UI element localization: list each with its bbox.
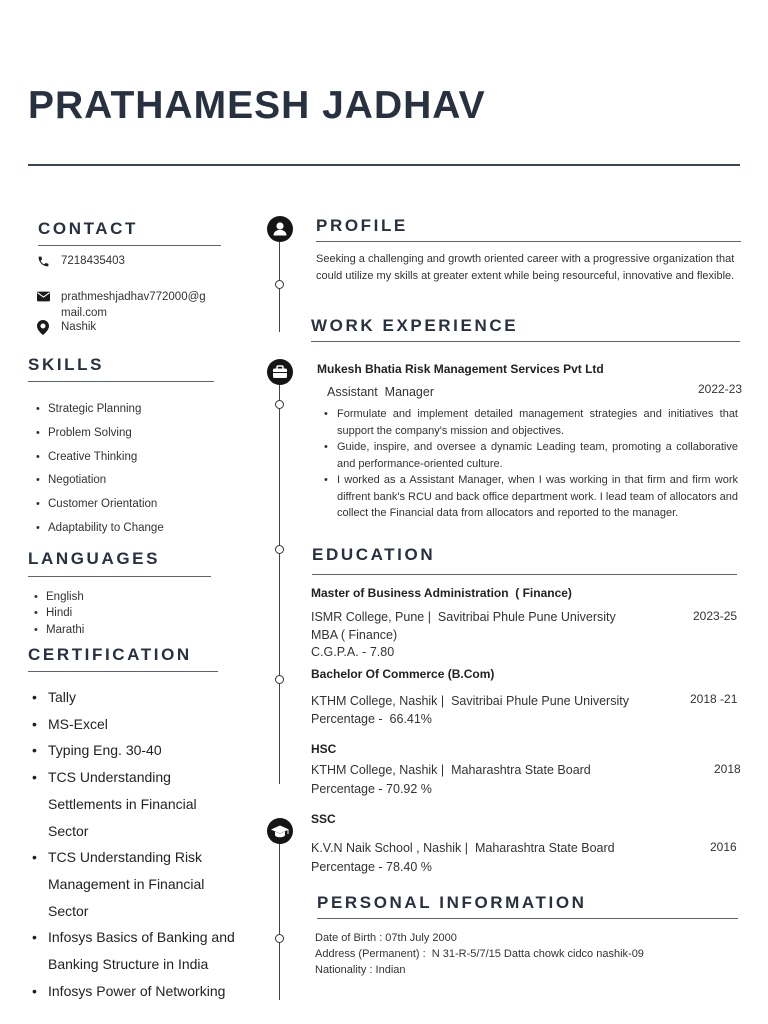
personal-dob: Date of Birth : 07th July 2000 <box>315 932 457 944</box>
location-pin-icon <box>37 320 49 340</box>
education-degree: HSC <box>311 742 337 756</box>
education-detail: Percentage - 78.40 % <box>311 860 432 874</box>
timeline-node <box>275 400 284 409</box>
language-item: • English <box>28 589 84 605</box>
timeline-node <box>275 545 284 554</box>
education-detail: C.G.P.A. - 7.80 <box>311 645 395 659</box>
languages-divider <box>28 576 211 577</box>
education-degree: Master of Business Administration ( Finance) <box>311 586 572 600</box>
work-experience-heading: WORK EXPERIENCE <box>311 316 519 335</box>
timeline-segment <box>279 830 280 1000</box>
resume-name: PRATHAMESH JADHAV <box>28 84 486 127</box>
skill-item: • Strategic Planning <box>30 398 164 422</box>
skills-list <box>30 398 164 541</box>
certification-item: • Infosys Power of Networking <box>28 978 244 1005</box>
company-name: Mukesh Bhatia Risk Management Services Pvt Ltd <box>317 362 604 376</box>
education-detail: Percentage - 66.41% <box>311 712 432 726</box>
timeline-node <box>275 934 284 943</box>
email-line-2: mail.com <box>61 307 108 319</box>
skills-divider <box>28 381 214 382</box>
profile-divider <box>316 241 741 242</box>
job-duty-item: • Formulate and implement detailed management strategies and initiatives that support the company's mission and objectives. <box>322 406 738 439</box>
personal-nationality: Nationality : Indian <box>315 964 406 976</box>
certification-item: • Infosys Basics of Banking and Banking Structure in India <box>28 924 248 977</box>
timeline-node <box>275 675 284 684</box>
job-duty-item: • I worked as a Assistant Manager, when I was working in that firm and firm work diffrent bank's RCU and back office department work. I lead team of allocators and collect the Financial data from allocators and reported to the manager. <box>322 472 738 522</box>
job-duties-list <box>322 406 738 522</box>
profile-user-icon <box>267 216 293 242</box>
education-years: 2016 <box>710 840 737 854</box>
job-duty-item: • Guide, inspire, and oversee a dynamic Leading team, promoting a collaborative and performance-oriented culture. <box>322 439 738 472</box>
skill-item: • Customer Orientation <box>30 493 164 517</box>
certification-heading: CERTIFICATION <box>28 645 192 664</box>
profile-text: Seeking a challenging and growth oriented career with a progressive organization that could utilize my skills at greater extent while being resourceful, innovative and flexible. <box>316 253 735 282</box>
briefcase-icon <box>267 359 293 385</box>
education-detail: MBA ( Finance) <box>311 628 398 642</box>
certification-item: • MS-Excel <box>28 711 244 738</box>
personal-info-heading: PERSONAL INFORMATION <box>317 893 587 912</box>
education-school: KTHM College, Nashik | Savitribai Phule Pune University <box>311 694 629 708</box>
education-degree: SSC <box>311 812 336 826</box>
education-years: 2023-25 <box>693 609 738 623</box>
skills-heading: SKILLS <box>28 355 105 374</box>
timeline-segment <box>279 372 280 552</box>
education-school: K.V.N Naik School , Nashik | Maharashtra State Board <box>311 841 615 855</box>
language-item: • Hindi <box>28 605 84 621</box>
skill-item: • Problem Solving <box>30 422 164 446</box>
education-school: KTHM College, Nashik | Maharashtra State Board <box>311 763 591 777</box>
skill-item: • Adaptability to Change <box>30 517 164 541</box>
skill-item: • Negotiation <box>30 469 164 493</box>
certification-item: • TCS Understanding Risk Management in Financial Sector <box>28 844 233 924</box>
phone-number: 7218435403 <box>61 255 125 267</box>
work-experience-divider <box>311 341 740 342</box>
contact-heading: CONTACT <box>38 219 139 238</box>
language-item: • Marathi <box>28 622 84 638</box>
job-role: Assistant Manager <box>327 385 434 399</box>
skill-item: • Creative Thinking <box>30 446 164 470</box>
header-divider <box>28 164 740 166</box>
certification-item: • Typing Eng. 30-40 <box>28 737 244 764</box>
languages-list <box>28 589 84 638</box>
personal-address: Address (Permanent) : N 31-R-5/7/15 Datta chowk cidco nashik-09 <box>315 948 644 960</box>
personal-info-divider <box>317 918 738 919</box>
graduation-cap-icon <box>267 818 293 844</box>
education-degree: Bachelor Of Commerce (B.Com) <box>311 667 495 681</box>
education-school: ISMR College, Pune | Savitribai Phule Pune University <box>311 610 616 624</box>
phone-icon <box>37 255 50 273</box>
languages-heading: LANGUAGES <box>28 549 161 568</box>
certification-item: • Tally <box>28 684 244 711</box>
email-icon <box>37 289 50 307</box>
certification-item: • TCS Understanding Settlements in Financial Sector <box>28 764 223 844</box>
location-text: Nashik <box>61 321 97 333</box>
email-address <box>61 289 206 321</box>
certification-divider <box>28 671 218 672</box>
email-line-1: prathmeshjadhav772000@g <box>61 291 206 303</box>
education-detail: Percentage - 70.92 % <box>311 782 432 796</box>
education-years: 2018 <box>714 762 741 776</box>
timeline-node <box>275 280 284 289</box>
education-heading: EDUCATION <box>312 545 436 564</box>
certification-list <box>28 684 244 1004</box>
job-years: 2022-23 <box>698 382 743 396</box>
profile-heading: PROFILE <box>316 216 408 235</box>
contact-divider <box>38 245 221 246</box>
timeline-segment <box>279 552 280 784</box>
education-years: 2018 -21 <box>690 692 738 706</box>
education-divider <box>312 574 737 575</box>
